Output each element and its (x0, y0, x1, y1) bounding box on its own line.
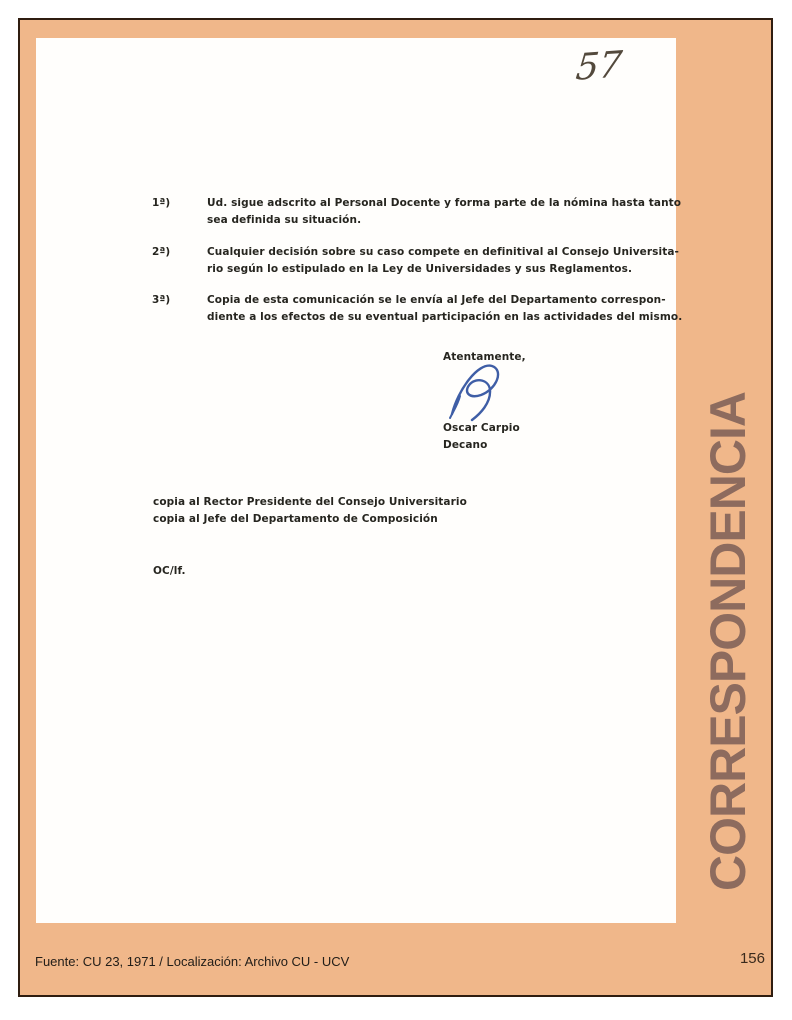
page-number: 156 (739, 950, 765, 967)
item-2-line-2: rio según lo estipulado en la Ley de Universidades y sus Reglamentos. (207, 263, 633, 275)
letter-item-2 (152, 244, 679, 278)
item-3-line-1: Copia de esta comunicación se le envía al Jefe del Departamento correspon- (207, 294, 666, 306)
signer-title: Decano (443, 439, 488, 451)
item-3-line-2: diente a los efectos de su eventual participación en las actividades del mismo. (207, 311, 683, 323)
cc-line-1: copia al Rector Presidente del Consejo Universitario (153, 496, 467, 508)
item-2-number: 2ª) (152, 246, 171, 258)
scanned-letter-page (36, 38, 683, 923)
item-1-number: 1ª) (152, 197, 171, 209)
source-caption: Fuente: CU 23, 1971 / Localización: Archivo CU - UCV (35, 954, 350, 969)
cc-block (153, 494, 467, 528)
signer-block (443, 420, 520, 454)
item-1-line-2: sea definida su situación. (207, 214, 362, 226)
handwritten-folio-number: 57 (573, 44, 624, 89)
item-2-line-1: Cualquier decisión sobre su caso compete en definitival al Consejo Universita- (207, 246, 679, 258)
cc-line-2: copia al Jefe del Departamento de Composición (153, 513, 438, 525)
item-1-line-1: Ud. sigue adscrito al Personal Docente y forma parte de la nómina hasta tanto (207, 197, 682, 209)
typist-initials: OC/lf. (153, 565, 186, 577)
section-title-vertical: CORRESPONDENCIA (700, 392, 756, 892)
item-3-number: 3ª) (152, 294, 171, 306)
letter-item-1 (152, 195, 682, 229)
signer-name: Oscar Carpio (443, 422, 520, 434)
letter-closing: Atentamente, (443, 351, 526, 363)
signature-ink (440, 358, 520, 427)
letter-item-3 (152, 292, 683, 326)
